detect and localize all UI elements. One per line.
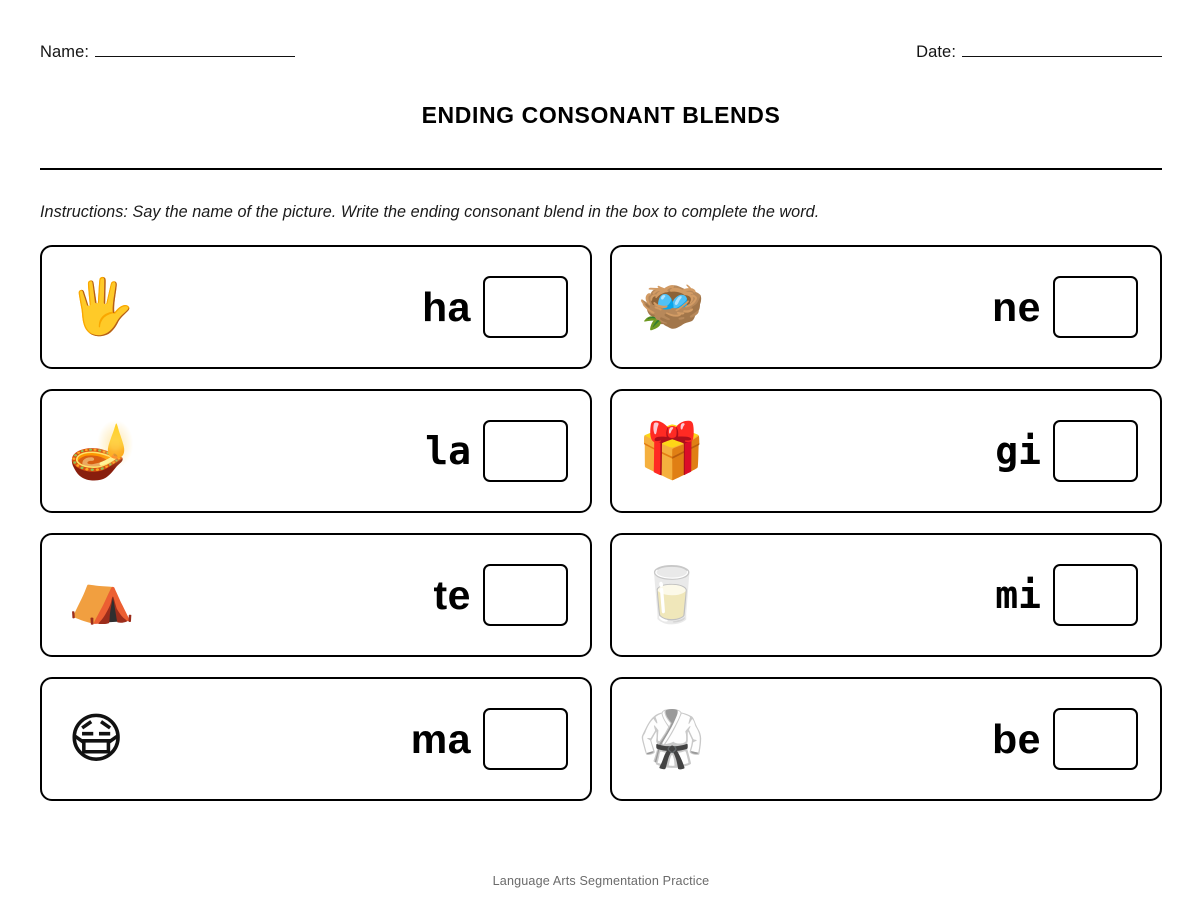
name-field[interactable] — [40, 43, 295, 62]
date-label: Date: — [916, 43, 956, 61]
answer-box[interactable] — [1053, 564, 1138, 626]
problem-card — [40, 245, 592, 369]
instructions-text: Instructions: Say the name of the picture. Write the ending consonant blend in the box to complete the word. — [40, 203, 820, 221]
martial-arts-uniform-emoji: 🥋 — [638, 707, 706, 770]
tent-emoji: ⛺ — [68, 563, 136, 626]
word-stem: la — [425, 429, 471, 473]
problem-card — [610, 677, 1162, 801]
word-stem: gi — [995, 429, 1041, 473]
header-divider — [40, 168, 1162, 170]
problem-card — [610, 245, 1162, 369]
date-write-line[interactable] — [962, 43, 1162, 57]
answer-box[interactable] — [483, 708, 568, 770]
problem-card — [40, 533, 592, 657]
date-field[interactable] — [916, 43, 1162, 62]
wrapped-gift-emoji: 🎁 — [638, 419, 706, 482]
word-answer-group — [411, 708, 568, 770]
glass-of-milk-emoji: 🥛 — [638, 563, 706, 626]
word-stem: ha — [422, 283, 471, 330]
word-stem: be — [992, 715, 1041, 762]
header-row — [40, 0, 1162, 62]
word-answer-group — [995, 564, 1138, 626]
answer-box[interactable] — [1053, 420, 1138, 482]
problems-grid — [40, 245, 1162, 801]
problem-card — [40, 677, 592, 801]
word-stem: ma — [410, 715, 471, 762]
word-answer-group — [992, 276, 1138, 338]
answer-box[interactable] — [483, 276, 568, 338]
raised-hand-emoji: 🖐️ — [68, 275, 136, 338]
answer-box[interactable] — [483, 564, 568, 626]
word-stem: ne — [992, 283, 1041, 330]
problem-card — [40, 389, 592, 513]
name-label: Name: — [40, 43, 90, 61]
word-answer-group — [422, 276, 568, 338]
face-with-medical-mask-emoji: 😷 — [68, 707, 125, 770]
problem-card — [610, 533, 1162, 657]
word-answer-group — [992, 708, 1138, 770]
answer-box[interactable] — [483, 420, 568, 482]
answer-box[interactable] — [1053, 708, 1138, 770]
word-answer-group — [425, 420, 568, 482]
word-answer-group — [434, 564, 568, 626]
word-answer-group — [995, 420, 1138, 482]
name-write-line[interactable] — [95, 43, 295, 57]
word-stem: te — [433, 571, 471, 618]
footer-text: Language Arts Segmentation Practice — [492, 874, 710, 888]
page-title: ENDING CONSONANT BLENDS — [421, 102, 781, 128]
diya-lamp-emoji: 🪔 — [68, 419, 136, 482]
word-stem: mi — [995, 573, 1041, 617]
answer-box[interactable] — [1053, 276, 1138, 338]
problem-card — [610, 389, 1162, 513]
nest-with-eggs-emoji: 🪺 — [638, 275, 706, 338]
